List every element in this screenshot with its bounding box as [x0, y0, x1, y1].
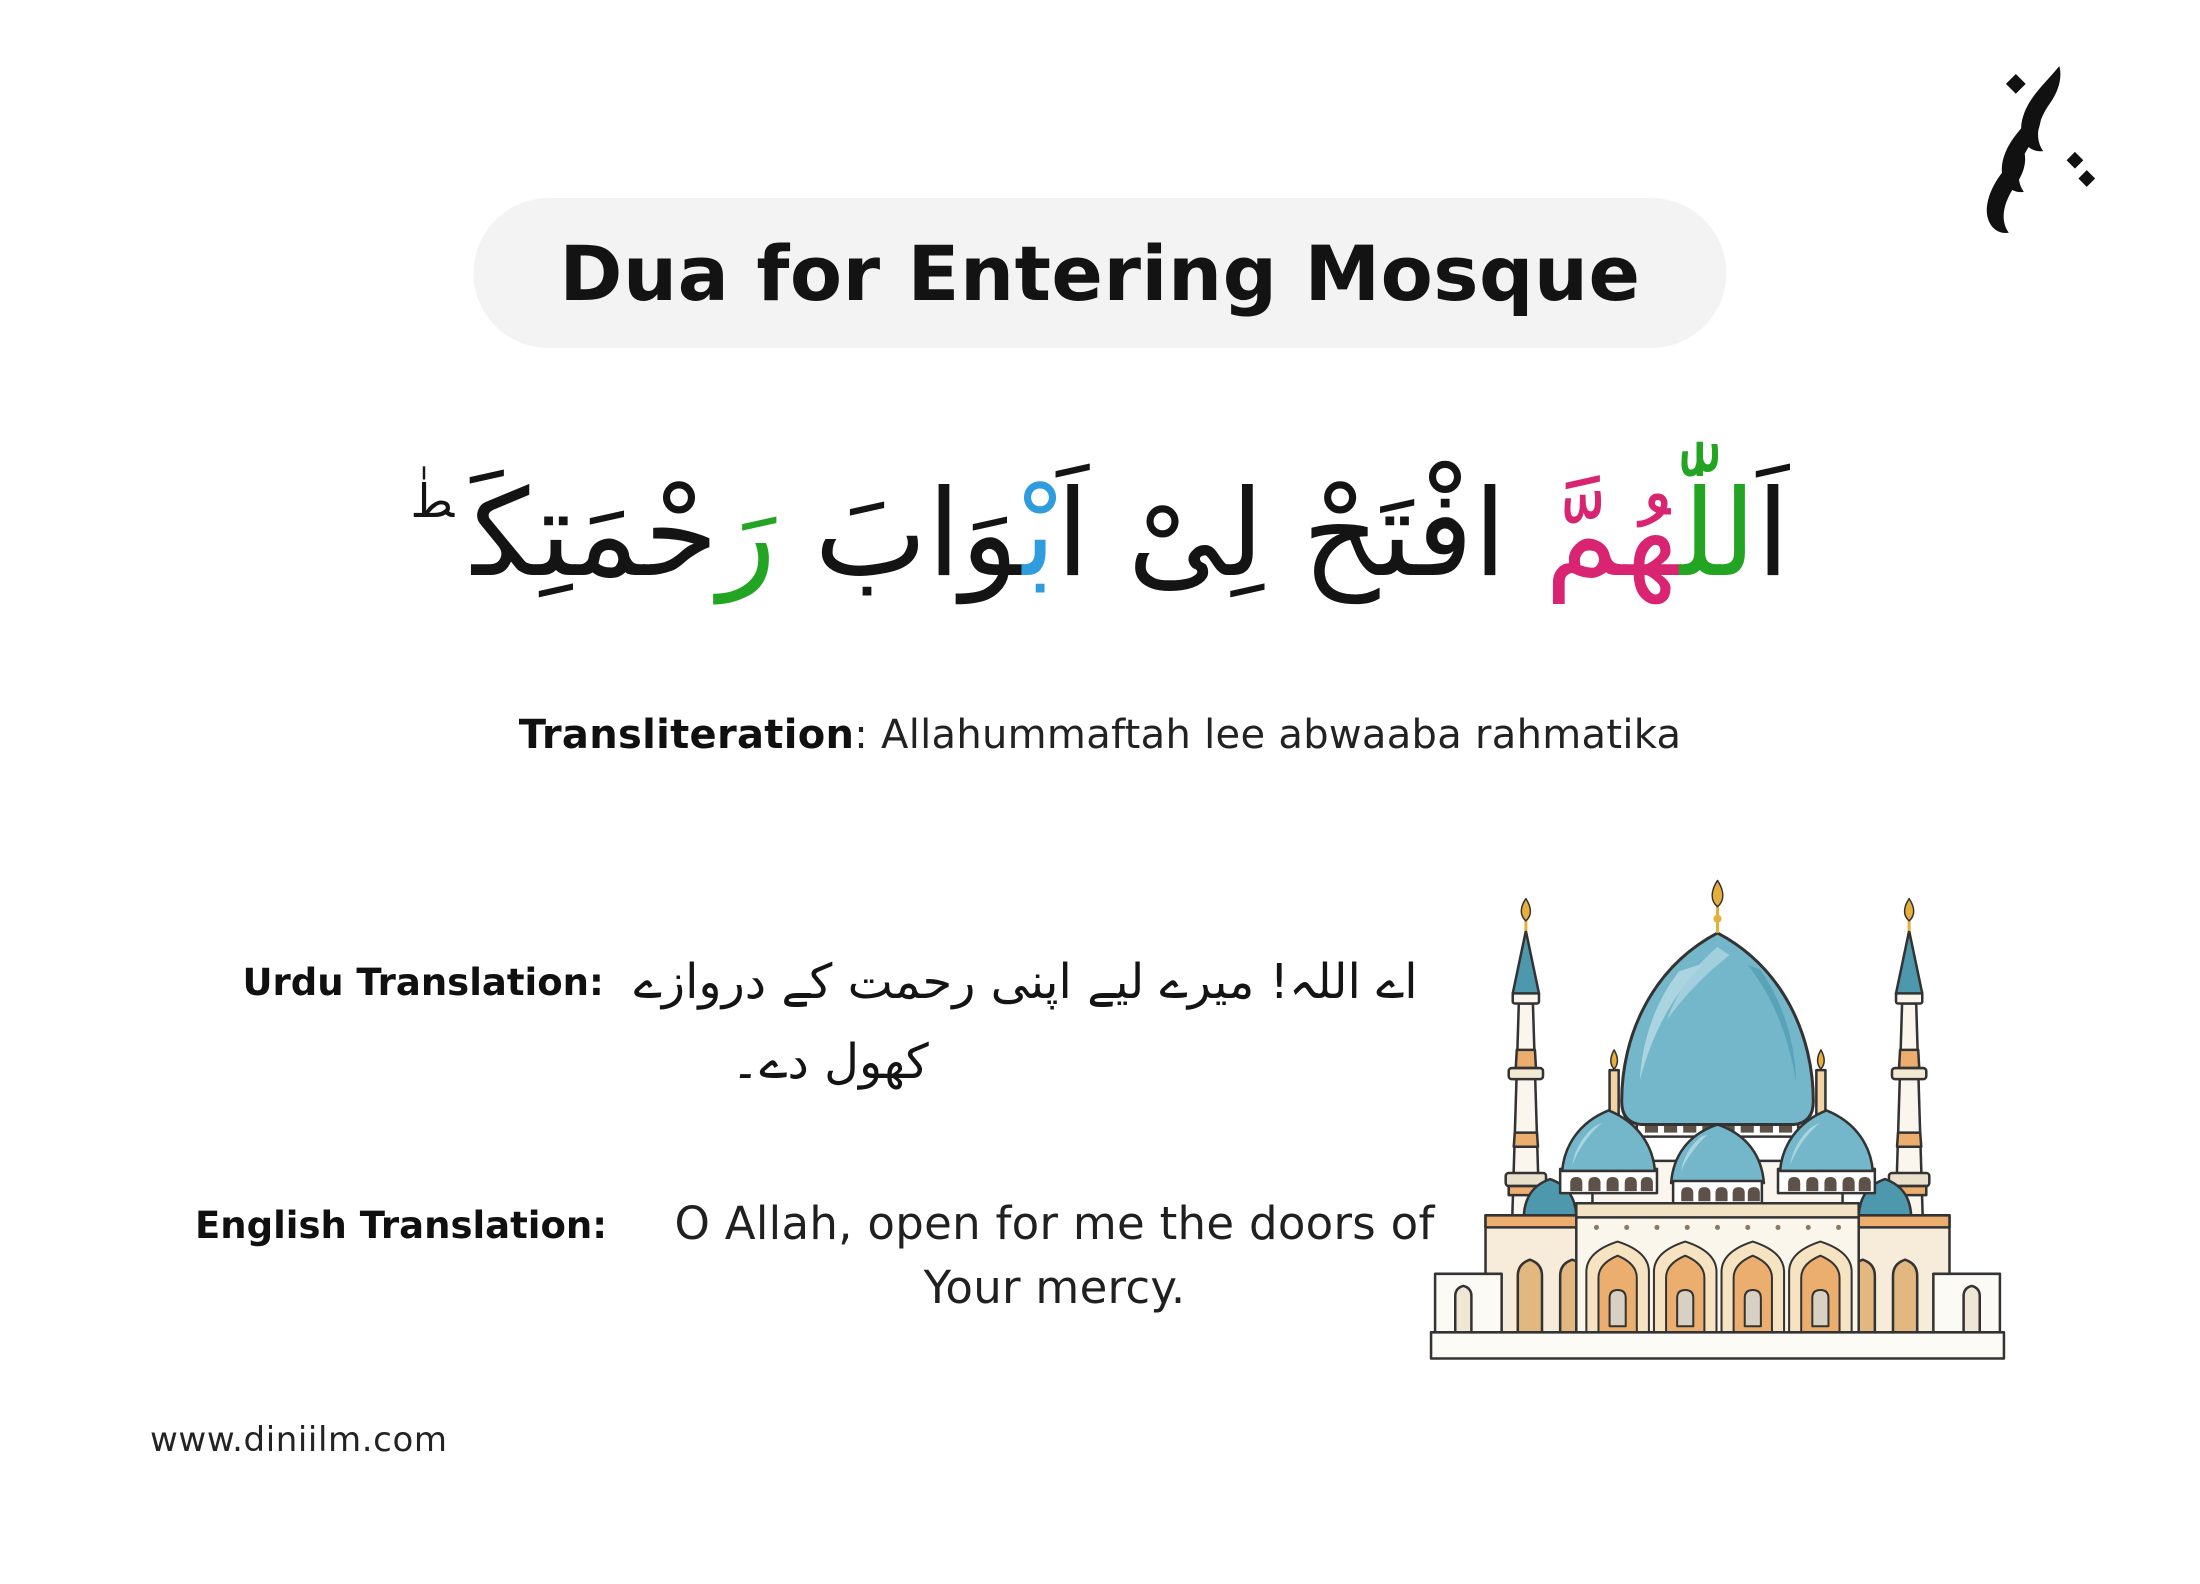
- footer-website-url: www.diniilm.com: [150, 1420, 448, 1460]
- english-line-1: O Allah, open for me the doors of: [674, 1197, 1435, 1250]
- quranic-stop-mark: طٰ: [410, 474, 455, 528]
- arabic-word-segment: وَابَ: [776, 465, 1023, 604]
- brand-calligraphy-logo-icon: [1980, 64, 2100, 236]
- arabic-word-segment: حْمَتِكَ: [472, 465, 719, 604]
- english-translation-section: [195, 1192, 1462, 1320]
- urdu-line-2: کھول دے۔: [731, 1033, 929, 1090]
- arabic-word-segment: اَ: [1756, 465, 1790, 604]
- english-translation-label: English Translation:: [195, 1204, 608, 1247]
- urdu-translation-label: Urdu Translation:: [242, 960, 604, 1004]
- transliteration-line: [0, 712, 2200, 758]
- english-translation-text: [647, 1192, 1462, 1320]
- title-pill: [473, 198, 1726, 348]
- transliteration-label: Transliteration: [518, 712, 855, 758]
- arabic-word-segment: رَ: [718, 465, 777, 604]
- arabic-dua-text: [0, 448, 2200, 622]
- arabic-word-segment: للّٰ: [1679, 465, 1757, 604]
- page-title: Dua for Entering Mosque: [559, 228, 1641, 318]
- arabic-word-segment: بْ: [1022, 465, 1056, 604]
- arabic-word-segment: هُمَّ: [1544, 465, 1680, 604]
- transliteration-text: : Allahummaftah lee abwaaba rahmatika: [854, 712, 1682, 758]
- central-dome: [1622, 880, 1814, 1124]
- english-line-2: Your mercy.: [923, 1260, 1186, 1314]
- urdu-line-1: [195, 950, 1465, 1015]
- urdu-translation-section: [195, 950, 1465, 1093]
- arabic-word-segment: افْتَحْ لِىْ اَ: [1055, 465, 1545, 604]
- facade: [1576, 1203, 1858, 1336]
- mosque-illustration: [1425, 872, 2010, 1367]
- urdu-translation-text: اے اللہ! میرے لیے اپنی رحمت کے دروازے: [633, 954, 1418, 1010]
